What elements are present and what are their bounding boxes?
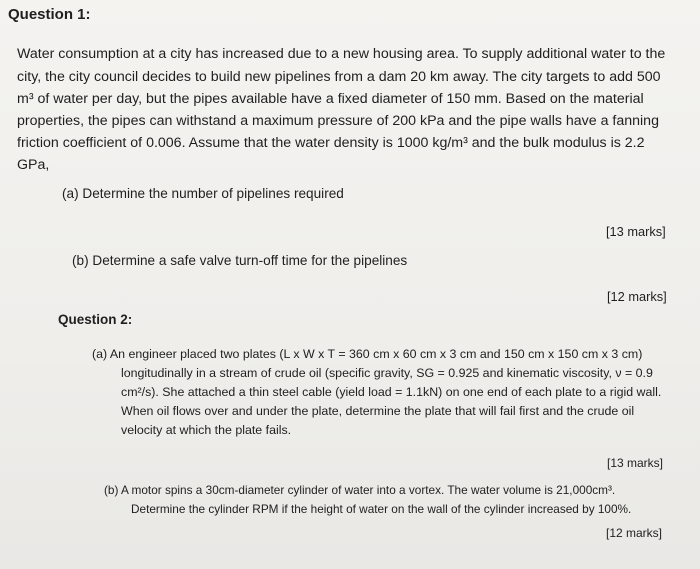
q1-text-line: city, the city council decides to build new pipelines from a dam 20 km away. The city targets to add 500 bbox=[17, 69, 661, 85]
q2-part-a-line: (a) An engineer placed two plates (L x W x T = 360 cm x 60 cm x 3 cm and 150 cm x 150 cm x 3 cm) bbox=[92, 347, 643, 361]
q1-text-line: GPa, bbox=[17, 157, 50, 173]
q2-part-b-marks: [12 marks] bbox=[606, 526, 663, 540]
q2-part-a-line: When oil flows over and under the plate, determine the plate that will fail first and the crude oil bbox=[121, 404, 635, 418]
q1-text-line: properties, the pipes can withstand a maximum pressure of 200 kPa and the pipe walls have a fanning bbox=[17, 113, 659, 129]
question-1-title: Question 1: bbox=[8, 6, 91, 23]
q2-part-a-line: velocity at which the plate fails. bbox=[121, 423, 292, 437]
q2-part-a-line: longitudinally in a stream of crude oil (specific gravity, SG = 0.925 and kinematic viscosity, ν = 0.9 bbox=[121, 366, 653, 380]
q1-part-a: (a) Determine the number of pipelines required bbox=[62, 186, 344, 201]
q1-part-b: (b) Determine a safe valve turn-off time for the pipelines bbox=[72, 253, 408, 268]
q2-part-b-line: Determine the cylinder RPM if the height of water on the wall of the cylinder increased by 100%. bbox=[131, 502, 632, 516]
q1-text-line: friction coefficient of 0.006. Assume that the water density is 1000 kg/m³ and the bulk modulus is 2.2 bbox=[17, 135, 645, 151]
question-2-title: Question 2: bbox=[58, 312, 133, 327]
q1-part-b-marks: [12 marks] bbox=[607, 289, 667, 304]
q2-part-a-line: cm²/s). She attached a thin steel cable (yield load = 1.1kN) on one end of each plate to a rigid wall. bbox=[121, 385, 662, 399]
q1-text-line: Water consumption at a city has increased due to a new housing area. To supply additional water to the bbox=[17, 46, 666, 62]
q1-part-a-marks: [13 marks] bbox=[606, 224, 666, 239]
q2-part-b-line: (b) A motor spins a 30cm-diameter cylinder of water into a vortex. The water volume is 21,000cm³. bbox=[104, 483, 616, 497]
q1-text-line: m³ of water per day, but the pipes available have a fixed diameter of 150 mm. Based on the material bbox=[17, 91, 644, 107]
q2-part-a-marks: [13 marks] bbox=[607, 456, 664, 470]
